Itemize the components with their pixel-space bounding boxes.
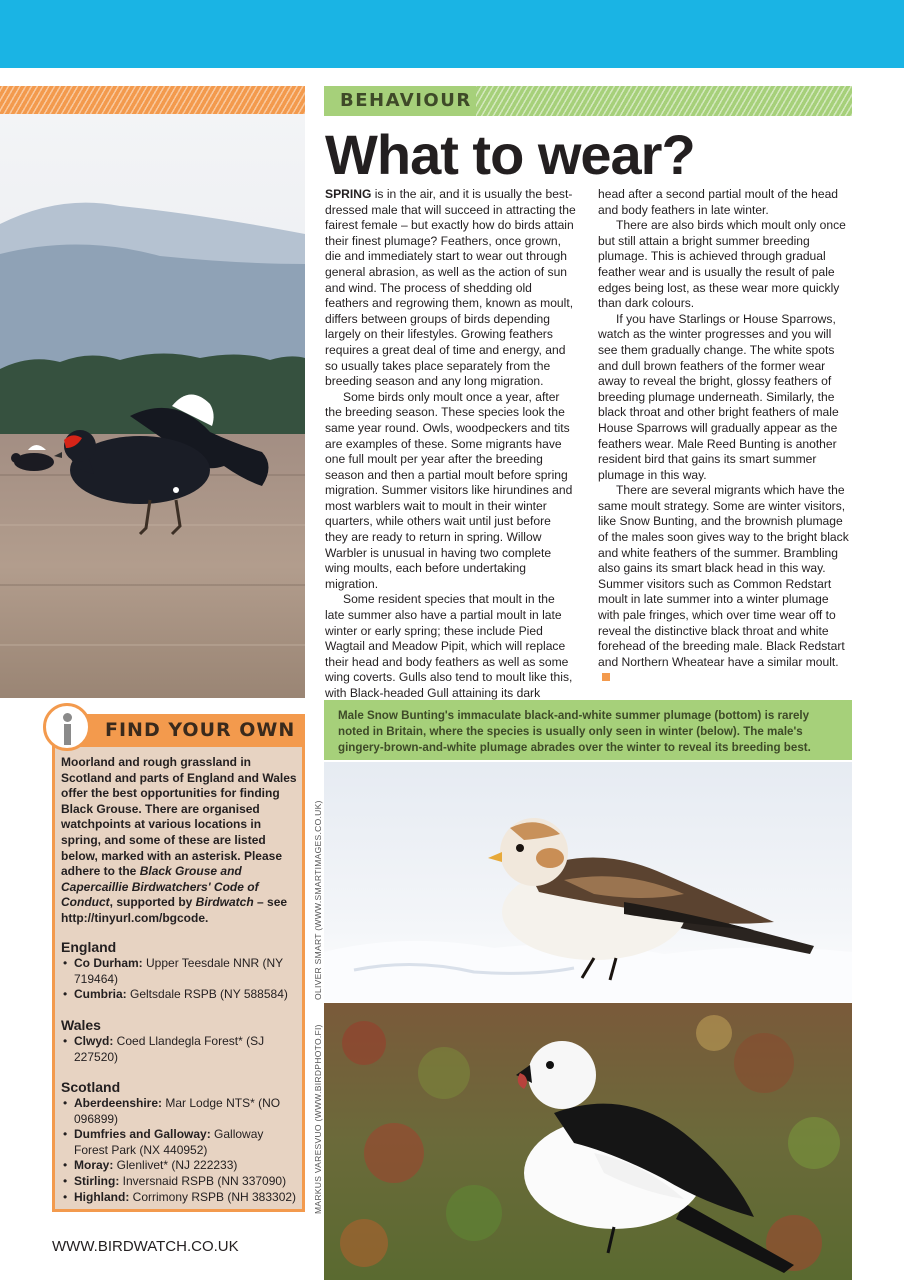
region-scotland bbox=[61, 1079, 299, 1205]
region-england bbox=[61, 939, 299, 1003]
snow-bunting-summer-illustration bbox=[324, 1003, 852, 1280]
region-wales bbox=[61, 1017, 299, 1065]
headline: What to wear? bbox=[325, 123, 695, 186]
top-color-band bbox=[0, 0, 904, 68]
info-icon bbox=[43, 703, 91, 751]
site-list-item: • Stirling: Inversnaid RSPB (NN 337090) bbox=[61, 1174, 299, 1190]
black-grouse-photo bbox=[0, 114, 305, 698]
site-list-item: • Co Durham: Upper Teesdale NNR (NY 719464) bbox=[61, 956, 299, 987]
snow-bunting-winter-illustration bbox=[324, 762, 852, 1002]
article-paragraph-3: Some resident species that moult in the late summer also have a partial moult in late winter or early spring; these include Pied Wagtail and Meadow Pipit, which will replace their head and body feathers as well as some wing coverts. Gulls also tend to moult like this, with Black-headed Gull attaining its dark bbox=[325, 592, 573, 700]
site-list-item: • Moray: Glenlivet* (NJ 222233) bbox=[61, 1158, 299, 1174]
site-list-item: • Aberdeenshire: Mar Lodge NTS* (NO 096899) bbox=[61, 1096, 299, 1127]
article-paragraph-2: Some birds only moult once a year, after the breeding season. These species look the same year round. Owls, woodpeckers and tits are examples of these. Some migrants have one full moult per year after the breeding season and then a partial moult before spring migration. Summer visitors like hirundines and most warblers wait to moult in their winter quarters, while others wait until just before they are ready to return in spring. Willow Warbler is unusual in having two complete wing moults, each before undertaking migration. bbox=[325, 389, 573, 591]
birdwatch-name: Birdwatch bbox=[195, 895, 254, 910]
article-column-2 bbox=[598, 187, 850, 686]
article-paragraph-5: If you have Starlings or House Sparrows, watch as the winter progresses and you will see them gradually change. The white spots and dull brown feathers of the former wear away to reveal the bright, glossy feathers of breeding plumage underneath. Similarly, the black throat and other bright feathers of male House Sparrows will gradually appear as the feathers wear. Male Reed Bunting is another resident bird that gains its smart summer plumage in this way. bbox=[598, 311, 839, 482]
photo-credit-top: OLIVER SMART (WWW.SMARTIMAGES.CO.UK) bbox=[313, 800, 323, 1000]
find-your-own-box bbox=[52, 714, 305, 1212]
region-heading: Scotland bbox=[61, 1079, 121, 1095]
article-paragraph-4: There are also birds which moult only once but still attain a bright summer breeding plumage. This is achieved through gradual feather wear and is usually the result of pale edges being lost, as these wear more quickly than dark colours. bbox=[598, 218, 846, 311]
photo-credit-bottom: MARKUS VARESVUO (WWW.BIRDPHOTO.FI) bbox=[313, 1024, 323, 1214]
site-list-item: • Highland: Corrimony RSPB (NH 383302) bbox=[61, 1190, 299, 1206]
infobox-header bbox=[55, 717, 302, 747]
site-list-item: • Cumbria: Geltsdale RSPB (NY 588584) bbox=[61, 987, 299, 1003]
article-paragraph-6: There are several migrants which have the same moult strategy. Some are winter visitors, like Snow Bunting, and the brownish plumage of the males soon gives way to the bright black and white feathers of the summer. Brambling also gains its smart black head in this way. Summer visitors such as Common Redstart moult in late summer into a winter plumage with pale fringes, which over time wear off to reveal the distinctive black throat and white forehead of the breeding male. Black Redstart and Northern Wheatear have a similar moult. bbox=[598, 483, 850, 686]
section-tag bbox=[324, 86, 852, 116]
section-tag-label: BEHAVIOUR bbox=[324, 86, 476, 116]
region-heading: Wales bbox=[61, 1017, 101, 1033]
lead-word: SPRING bbox=[325, 187, 372, 201]
snow-bunting-summer-photo bbox=[324, 1003, 852, 1280]
infobox-intro: Moorland and rough grassland in Scotland and parts of England and Wales offer the best opportunities for finding Black Grouse. There are organised watchpoints at various locations in spring, and some of these are listed below, marked with an asterisk. Please adhere to the Black Grouse and Capercaillie Birdwatchers' Code of Conduct, supported by Birdwatch – see http://tinyurl.com/bgcode. bbox=[61, 755, 297, 925]
code-of-conduct-title: Black Grouse and Capercaillie Birdwatchers' Code of Conduct bbox=[61, 864, 259, 910]
snow-bunting-winter-photo bbox=[324, 762, 852, 1002]
photo-caption: Male Snow Bunting's immaculate black-and-white summer plumage (bottom) is rarely noted in Britain, where the species is usually only seen in winter (below). The male's gingery-brown-and-white plumage abrades over the winter to reveal its breeding best. bbox=[324, 700, 852, 760]
footer-website: WWW.BIRDWATCH.CO.UK bbox=[52, 1238, 239, 1255]
article-paragraph-3-continued: head after a second partial moult of the head and body feathers in late winter. bbox=[598, 187, 839, 217]
infobox-title: FIND YOUR OWN bbox=[105, 719, 296, 741]
article-paragraph-1: SPRING is in the air, and it is usually the best-dressed male that will succeed in attracting the fairest female – but exactly how do birds attain their finest plumage? Feathers, once grown, die and immediately start to wear out through general abrasion, as well as the action of sun and wind. The process of shedding old feathers and regrowing them, known as moult, differs between groups of birds depending largely on their lifestyles. Growing feathers requires a great deal of time and energy, and so usually takes place separately from the breeding season and any long migration. bbox=[325, 187, 576, 389]
site-list-item: • Dumfries and Galloway: Galloway Forest Park (NX 440952) bbox=[61, 1127, 299, 1158]
region-heading: England bbox=[61, 939, 117, 955]
site-list-item: • Clwyd: Coed Llandegla Forest* (SJ 227520) bbox=[61, 1034, 299, 1065]
article-column-1 bbox=[325, 187, 577, 702]
orange-stripe-bar bbox=[0, 86, 305, 114]
bgcode-link[interactable]: http://tinyurl.com/bgcode bbox=[61, 910, 205, 925]
end-mark-icon bbox=[602, 673, 610, 681]
black-grouse-illustration bbox=[0, 114, 305, 698]
